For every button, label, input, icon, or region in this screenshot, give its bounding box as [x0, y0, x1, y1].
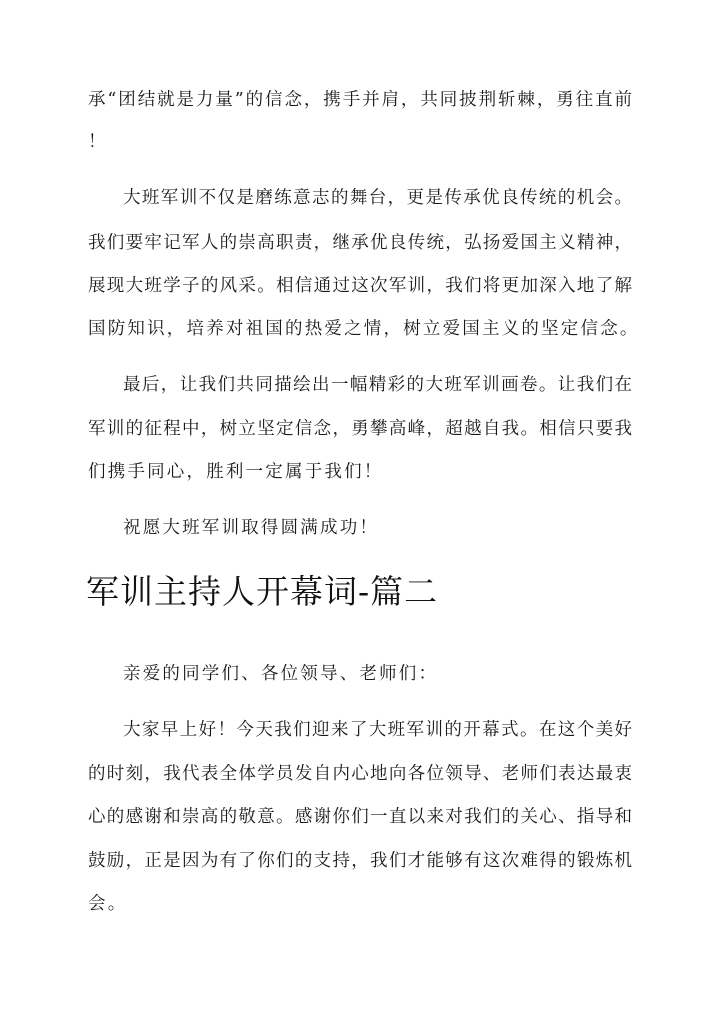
body-text-line: 祝愿大班军训取得圆满成功！ [123, 518, 380, 538]
body-text-line: 我们要牢记军人的崇高职责，继承优良传统，弘扬爱国主义精神， [88, 233, 632, 253]
salutation-line: 亲爱的同学们、各位领导、老师们： [123, 664, 439, 684]
body-text-line: 鼓励，正是因为有了你们的支持，我们才能够有这次难得的锻炼机 [88, 851, 632, 871]
body-text-line: 展现大班学子的风采。相信通过这次军训，我们将更加深入地了解 [88, 276, 632, 296]
body-text-line: 们携手同心，胜利一定属于我们！ [88, 462, 384, 482]
body-text-line: 大班军训不仅是磨练意志的舞台，更是传承优良传统的机会。 [123, 188, 632, 208]
body-text-line: 最后，让我们共同描绘出一幅精彩的大班军训画卷。让我们在 [123, 375, 632, 395]
body-text-line: 的时刻，我代表全体学员发自内心地向各位领导、老师们表达最衷 [88, 764, 632, 784]
section-heading: 军训主持人开幕词-篇二 [86, 572, 439, 611]
body-text-line: 承“团结就是力量”的信念，携手并肩，共同披荆斩棘，勇往直前 [88, 90, 632, 110]
body-text-line: ！ [88, 132, 108, 152]
body-text-line: 军训的征程中，树立坚定信念，勇攀高峰，超越自我。相信只要我 [88, 419, 632, 439]
body-text-line: 会。 [88, 894, 128, 914]
body-text-line: 心的感谢和崇高的敬意。感谢你们一直以来对我们的关心、指导和 [88, 807, 632, 827]
body-text-line: 大家早上好！今天我们迎来了大班军训的开幕式。在这个美好 [123, 720, 632, 740]
body-text-line: 国防知识，培养对祖国的热爱之情，树立爱国主义的坚定信念。 [88, 319, 640, 339]
